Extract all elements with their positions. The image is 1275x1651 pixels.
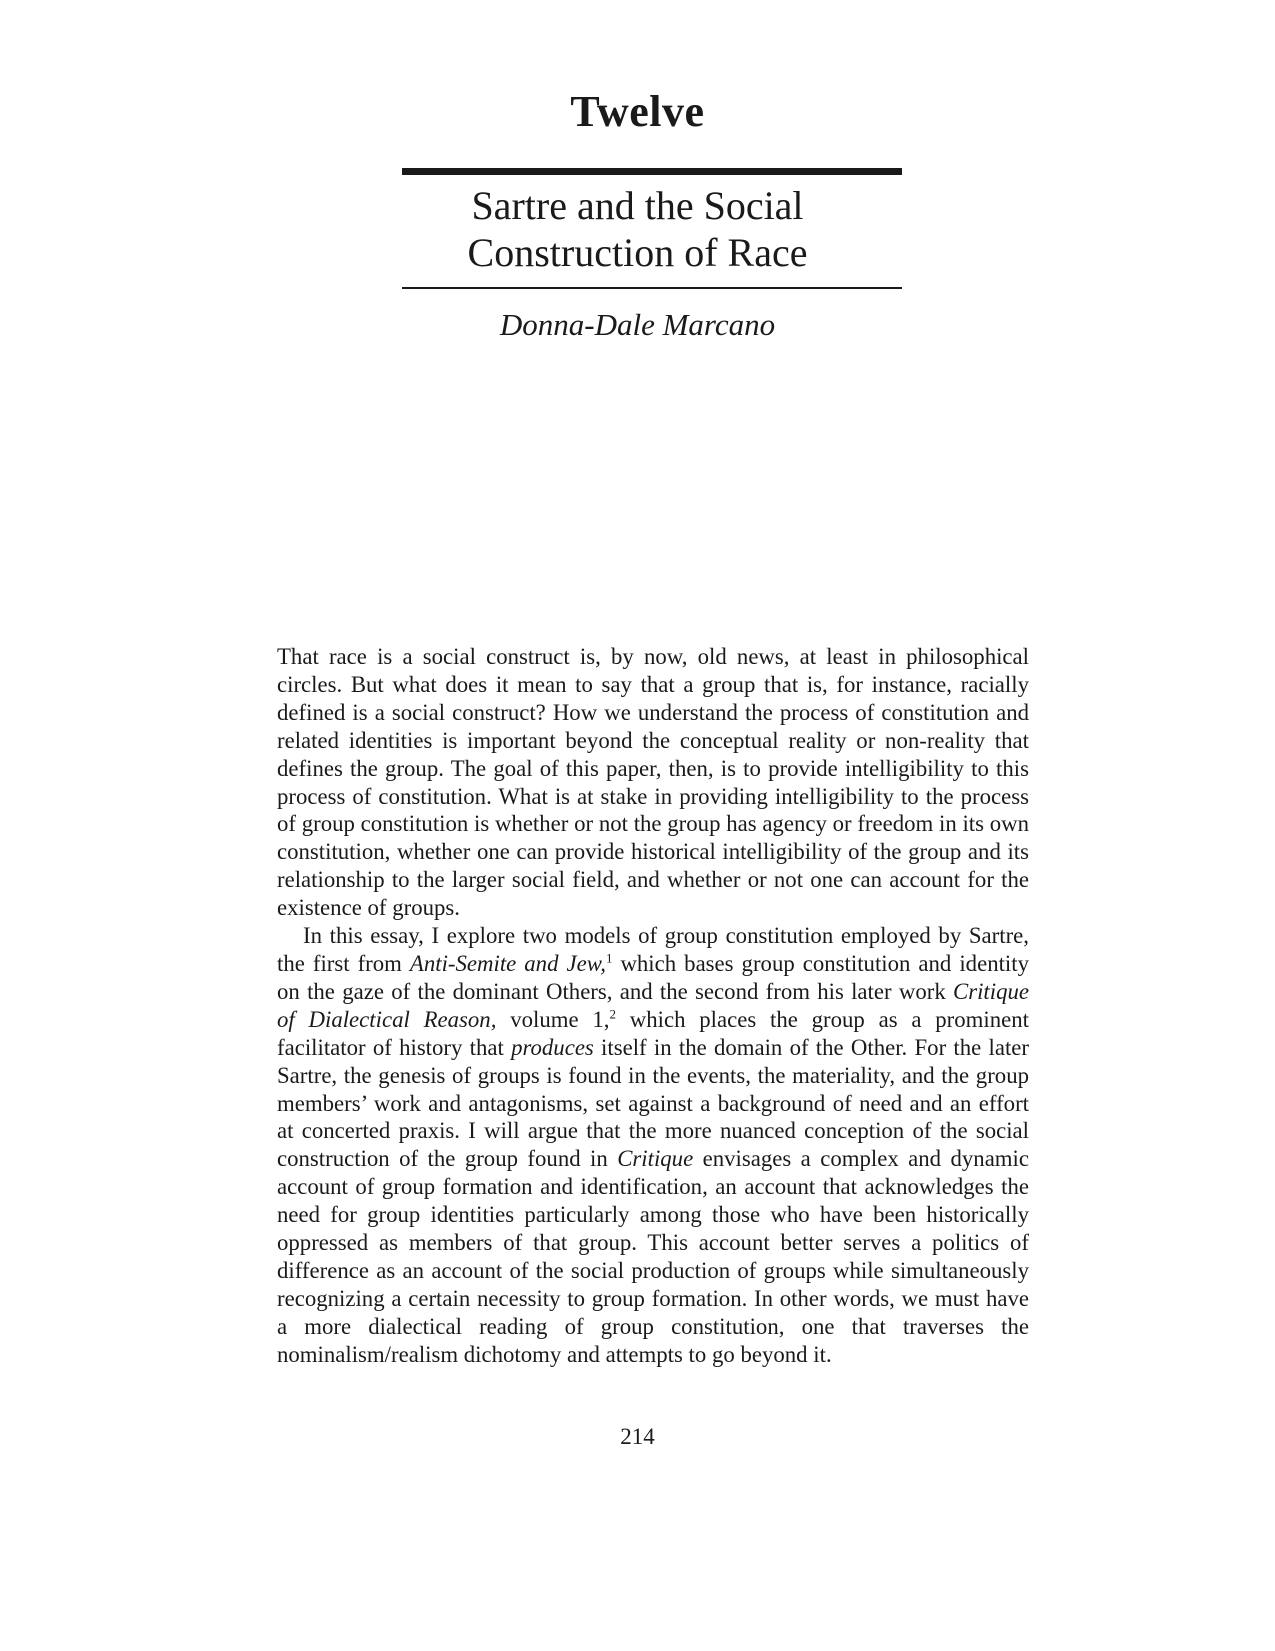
footnote-ref-2: 2 — [609, 1006, 616, 1022]
chapter-title-line-2: Construction of Race — [467, 230, 808, 275]
paragraph-2-text: volume 1, — [496, 1006, 610, 1032]
book-title-anti-semite-and-jew: Anti-Semite and Jew, — [409, 950, 606, 976]
emphasis-produces: produces — [511, 1034, 594, 1060]
paragraph-2-text: which bases group constitution and identity on the gaze of the dominant Others, and the second from his later work — [277, 950, 1029, 1004]
chapter-title — [0, 182, 1275, 276]
page-number: 214 — [620, 1424, 655, 1449]
paragraph-2 — [277, 922, 1029, 1369]
author-name: Donna-Dale Marcano — [499, 307, 776, 342]
paragraph-2-text: In this essay, I explore two models of group constitution employed by Sartre, the first from — [277, 923, 1029, 976]
footnote-ref-1: 1 — [605, 950, 613, 966]
paragraph-2-text: itself in the domain of the Other. For the later Sartre, the genesis of groups is found in the events, the materiality, and the group members’ work and antagonisms, set against a background of need and an effort at concerted praxis. I will argue that the more nuanced conception of the social construction of the group found in — [277, 1034, 1029, 1172]
title-rule-top — [402, 168, 902, 175]
chapter-title-line-1: Sartre and the Social — [471, 183, 804, 228]
title-rule-bottom — [402, 287, 902, 289]
paragraph-1: That race is a social construct is, by now, old news, at least in philosophical circles. But what does it mean to say that a group that is, for instance, racially defined is a social construct? How we understand the process of constitution and related identities is important beyond the conceptual reality or non-reality that defines the group. The goal of this paper, then, is to provide intelligibility to this process of constitution. What is at stake in providing intelligibility to the process of group constitution is whether or not the group has agency or freedom in its own constitution, whether one can provide historical intelligibility of the group and its relationship to the larger social field, and whether or not one can account for the existence of groups. — [277, 644, 1029, 921]
paragraph-2-text: which places the group as a prominent facilitator of history that — [277, 1006, 1029, 1060]
body-text — [277, 643, 1029, 1369]
paragraph-2-text: envisages a complex and dynamic account of group formation and identification, an account that acknowledges the need for group identities particularly among those who have been historically oppressed as members of that group. This account better serves a politics of difference as an account of the social production of groups while simultaneously recognizing a certain necessity to group formation. In other words, we must have a more dialectical reading of group constitution, one that traverses the nominalism/realism dichotomy and attempts to go beyond it. — [277, 1146, 1029, 1367]
chapter-number: Twelve — [570, 87, 705, 136]
book-title-critique-of-dialectical-reason: Critique of Dialectical Reason, — [277, 978, 1029, 1032]
book-title-critique: Critique — [617, 1146, 694, 1172]
